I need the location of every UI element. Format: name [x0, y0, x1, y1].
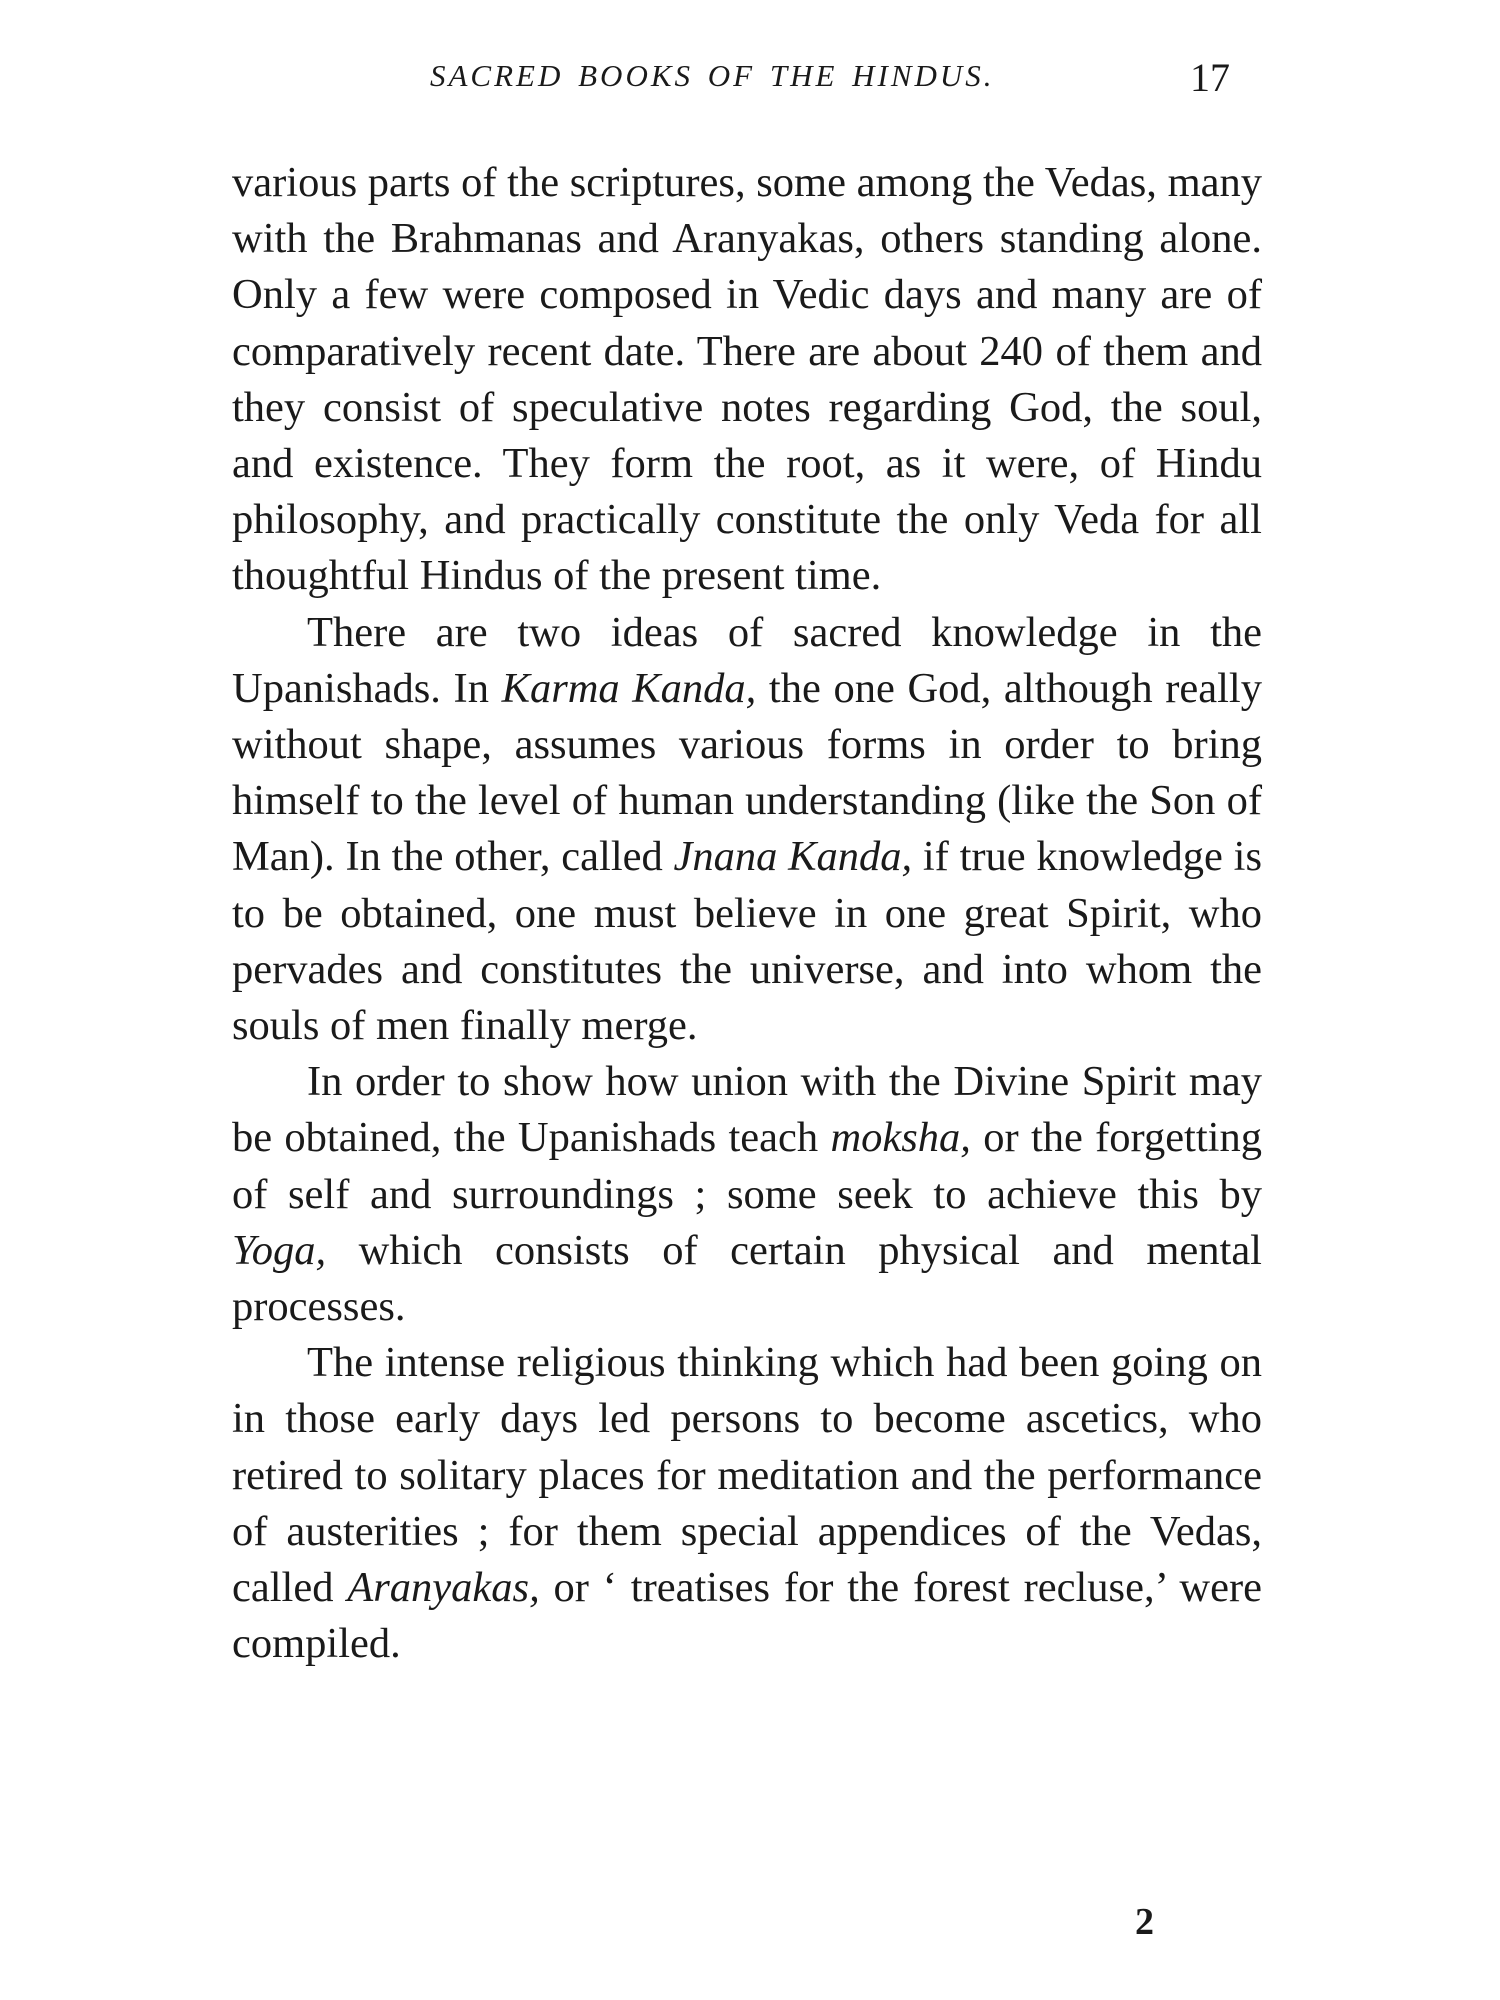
italic-term: Jnana Kanda,: [673, 833, 913, 881]
text-run: In order to show how union with the Divine Spirit may be obtained, the Upanishads teach: [232, 1058, 1262, 1162]
italic-term: Aranyakas,: [347, 1564, 540, 1612]
paragraph: [232, 155, 1262, 605]
text-run: the one God, although really without shape, assumes various forms in order to bring himself to the level of human understanding (like the Son of Man). In the other, called: [232, 664, 1262, 881]
paragraph: [232, 1054, 1262, 1335]
text-run: There are two ideas of sacred knowledge in the Upanishads. In: [232, 608, 1262, 712]
text-run: or the forgetting of self and surroundings ; some seek to achieve this by: [232, 1114, 1262, 1218]
text-run: The intense religious thinking which had been going on in those early days led persons to become ascetics, who retired to solitary places for meditation and the performance of austerities ; for them special appendices of the Vedas, called: [232, 1339, 1262, 1612]
italic-term: Karma Kanda,: [501, 664, 757, 712]
text-run: which consists of certain physical and mental processes.: [232, 1226, 1262, 1331]
italic-term: Yoga,: [232, 1226, 327, 1274]
paragraph: [232, 1335, 1262, 1672]
signature-mark: 2: [1135, 1901, 1154, 1943]
paragraph: [232, 605, 1262, 1055]
body-text: [232, 155, 1262, 1672]
text-run: various parts of the scriptures, some among the Vedas, many with the Brahmanas and Aranyakas, others standing alone. Only a few were composed in Vedic days and many are of comparatively recent date. There are about 240 of them and they consist of speculative notes regarding God, the soul, and existence. They form the root, as it were, of Hindu philosophy, and practically constitute the only Veda for all thoughtful Hindus of the present time.: [232, 159, 1262, 600]
running-title: SACRED BOOKS OF THE HINDUS.: [430, 58, 995, 93]
page-number: 17: [1190, 55, 1230, 100]
text-run: if true knowledge is to be obtained, one must believe in one great Spirit, who pervades and constitutes the universe, and into whom the souls of men finally merge.: [232, 833, 1262, 1050]
text-run: or ‘ treatises for the forest recluse,’ were compiled.: [232, 1564, 1262, 1668]
italic-term: moksha,: [830, 1114, 971, 1162]
running-head: [230, 55, 1250, 118]
